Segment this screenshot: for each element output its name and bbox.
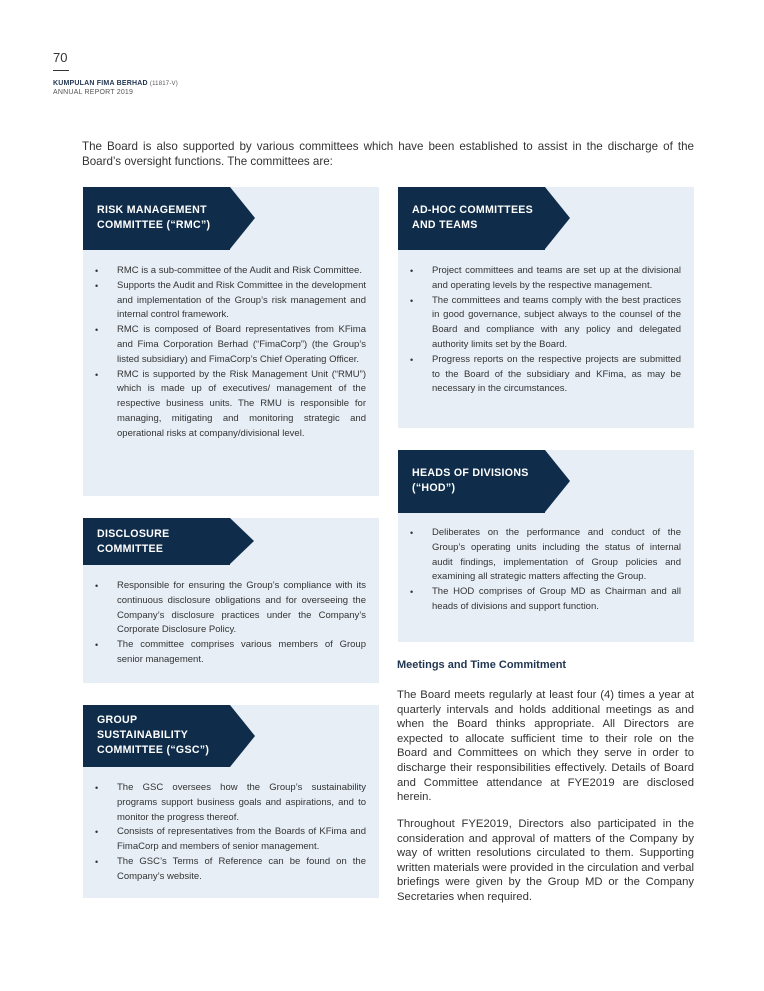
company-name-text: KUMPULAN FIMA BERHAD (53, 80, 148, 87)
list-item: • Project committees and teams are set up at the divisional and operating levels by the respective management. (410, 265, 681, 291)
bullet-icon: • (95, 783, 99, 793)
hod-banner-arrow (545, 450, 570, 512)
bullet-icon: • (410, 587, 414, 598)
list-item: • The committee comprises various members of Group senior management. (95, 639, 366, 665)
bullet-icon: • (95, 369, 99, 380)
disclosure-title-line1: DISCLOSURE (97, 528, 170, 540)
bullet-icon: • (95, 827, 99, 838)
disclosure-title-line2: COMMITTEE (97, 543, 164, 555)
list-item: • RMC is a sub-committee of the Audit and Risk Committee. (83, 264, 379, 279)
adhoc-box (398, 187, 694, 428)
bullet-icon: • (95, 280, 99, 291)
company-name (53, 80, 178, 87)
adhoc-banner-arrow (545, 187, 570, 249)
bullet-icon: • (410, 354, 414, 365)
hod-bullet-list (398, 526, 694, 615)
hod-box (398, 450, 694, 642)
page-number-rule (53, 70, 69, 71)
rmc-banner-arrow (230, 187, 255, 249)
report-title: ANNUAL REPORT 2019 (53, 89, 134, 96)
hod-title-line1: HEADS OF DIVISIONS (412, 467, 529, 479)
disclosure-banner (83, 518, 230, 565)
list-item: • The HOD comprises of Group MD as Chairman and all heads of divisions and support function. (410, 586, 681, 612)
list-item: • Responsible for ensuring the Group’s compliance with its continuous disclosure obligations and for overseeing the Company’s disclosure practices under the Company’s Corporate Disclosure Policy. (95, 580, 366, 636)
list-item: • Progress reports on the respective projects are submitted to the Board of the subsidiary and KFima, as may be necessary in the circumstances. (410, 353, 681, 395)
list-item: • The GSC oversees how the Group’s sustainability programs support business goals and aspirations, and to monitor the progress thereof. (95, 782, 366, 823)
bullet-icon: • (410, 528, 414, 538)
disclosure-box (83, 518, 379, 683)
list-item: • Consists of representatives from the Boards of KFima and FimaCorp and members of senior management. (95, 826, 366, 853)
gsc-title-line2: SUSTAINABILITY (97, 729, 189, 741)
meetings-paragraph-1: The Board meets regularly at least four (4) times a year at quarterly intervals and holds additional meetings as and when the Board thinks appropriate. All Directors are expected to allocate sufficient time to their role on the Board and Committees on which they serve in order to discharge their responsibilities effectively. Details of Board and Committee attendance at FYE2019 are disclosed herein. (397, 689, 694, 804)
meetings-paragraph-2: Throughout FYE2019, Directors also participated in the consideration and approval of matters of the Company by way of written resolutions circulated to them. Supporting written materials were provided in the circulation and verbal briefings were given by the Group MD or the Company Secretaries when required. (397, 818, 695, 903)
bullet-icon: • (410, 266, 414, 276)
adhoc-title-line2: AND TEAMS (412, 219, 478, 231)
gsc-banner-arrow (230, 705, 255, 767)
gsc-box (83, 705, 379, 898)
hod-banner (398, 450, 545, 513)
rmc-banner (83, 187, 230, 250)
list-item: • Deliberates on the performance and conduct of the Group’s operating units including the status of internal audit findings, implementation of Group policies and examining all strategic matters affecting the Group. (410, 527, 681, 583)
bullet-icon: • (410, 295, 414, 306)
gsc-bullet-list (83, 781, 379, 885)
company-registration: (11817-V) (149, 81, 178, 87)
gsc-banner (83, 705, 230, 767)
adhoc-banner (398, 187, 545, 250)
list-item: • The committees and teams comply with the best practices in good governance, subject always to the counsel of the Board and compliance with any policy and delegated authority limits set by the Board. (410, 294, 681, 350)
disclosure-banner-arrow (230, 518, 254, 564)
bullet-icon: • (95, 640, 99, 651)
adhoc-title-line1: AD-HOC COMMITTEES (412, 204, 534, 216)
list-item: • The GSC’s Terms of Reference can be found on the Company’s website. (95, 855, 366, 882)
bullet-icon: • (95, 581, 99, 591)
bullet-icon: • (95, 266, 99, 276)
rmc-bullet-list (83, 264, 379, 442)
rmc-box (83, 187, 379, 496)
disclosure-bullet-list (83, 579, 379, 668)
rmc-title-line2: COMMITTEE (“RMC”) (97, 219, 211, 231)
list-item: • RMC is composed of Board representatives from KFima and Fima Corporation Berhad (“FimaCorp”) (the Group’s listed subsidiary) and FimaCorp’s Chief Operating Officer. (95, 324, 366, 365)
gsc-title-line1: GROUP (97, 714, 138, 726)
list-item: • Supports the Audit and Risk Committee in the development and implementation of the Group’s risk management and internal control framework. (95, 279, 366, 321)
page-number: 70 (53, 50, 68, 65)
bullet-icon: • (95, 325, 99, 336)
meetings-heading: Meetings and Time Commitment (397, 659, 567, 671)
gsc-title-line3: COMMITTEE (“GSC”) (97, 744, 210, 756)
hod-title-line2: (“HOD”) (412, 482, 456, 494)
list-item: • RMC is supported by the Risk Management Unit (“RMU”) which is made up of executives/ management of the respective business units. The RMU is responsible for managing, mitigating and monitoring strategic and operational risks at company/divisional level. (95, 368, 366, 439)
rmc-title-line1: RISK MANAGEMENT (97, 204, 207, 216)
adhoc-bullet-list (398, 264, 694, 397)
intro-paragraph: The Board is also supported by various committees which have been established to assist in the discharge of the Board’s oversight functions. The committees are: (82, 140, 694, 168)
bullet-icon: • (95, 856, 99, 867)
